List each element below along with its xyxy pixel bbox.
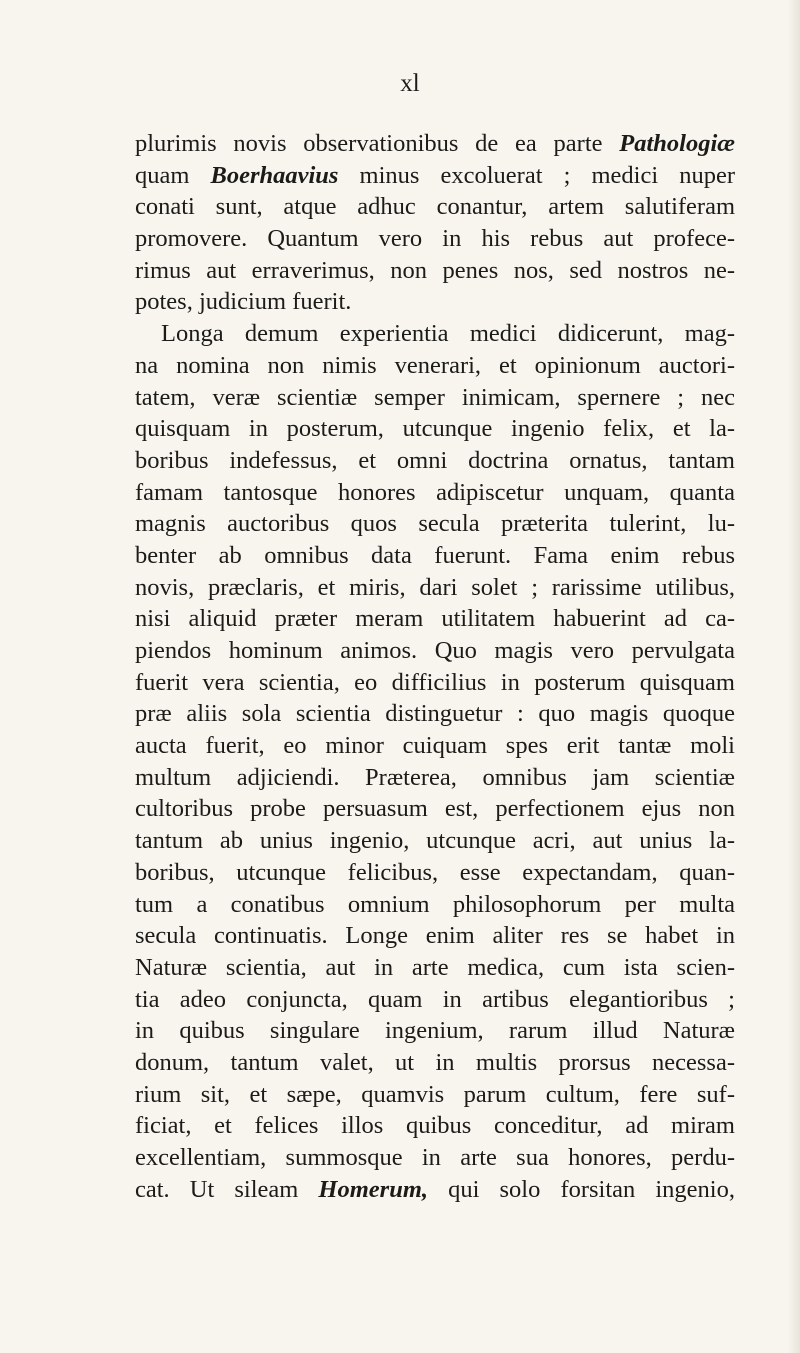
text-segment: na nomina non nimis venerari, et opinionum auctori- <box>135 351 735 379</box>
text-segment: plurimis novis observationibus de ea parte <box>135 130 620 157</box>
text-line <box>135 350 735 382</box>
italic-name: Boerhaavius <box>210 161 339 189</box>
text-line <box>135 1079 735 1111</box>
text-line <box>135 1047 735 1079</box>
text-segment: benter ab omnibus data fuerunt. Fama enim rebus <box>135 541 735 569</box>
text-line <box>135 508 735 540</box>
text-line <box>135 540 735 572</box>
text-line <box>135 413 735 445</box>
text-line <box>135 698 735 730</box>
text-line <box>135 952 735 984</box>
text-segment: rimus aut erraverimus, non penes nos, sed nostros ne- <box>135 256 735 284</box>
text-line <box>135 128 735 160</box>
italic-name: Pathologiæ <box>619 130 735 157</box>
text-segment: conati sunt, atque adhuc conantur, artem salutiferam <box>135 193 735 221</box>
text-line <box>135 984 735 1016</box>
text-segment: qui solo forsitan ingenio, <box>428 1175 735 1203</box>
text-segment: promovere. Quantum vero in his rebus aut profece- <box>135 225 735 253</box>
text-segment: Naturæ scientia, aut in arte medica, cum ista scien- <box>135 953 735 981</box>
text-line <box>135 255 735 287</box>
text-line <box>135 572 735 604</box>
text-segment: cat. Ut sileam <box>135 1175 319 1203</box>
text-line <box>135 889 735 921</box>
text-line <box>135 160 735 192</box>
text-line <box>135 920 735 952</box>
text-segment: multum adjiciendi. Præterea, omnibus jam scientiæ <box>135 763 735 791</box>
text-line <box>135 382 735 414</box>
text-line <box>135 223 735 255</box>
text-segment: boribus, utcunque felicibus, esse expectandam, quan- <box>135 858 735 886</box>
text-line <box>135 857 735 889</box>
text-line <box>135 445 735 477</box>
text-line <box>135 603 735 635</box>
text-line <box>135 286 735 318</box>
text-line <box>135 762 735 794</box>
text-segment: præ aliis sola scientia distinguetur : quo magis quoque <box>135 700 735 728</box>
text-segment: novis, præclaris, et miris, dari solet ; rarissime utilibus, <box>135 573 735 601</box>
text-line <box>135 191 735 223</box>
text-line <box>135 1142 735 1174</box>
text-segment: quisquam in posterum, utcunque ingenio felix, et la- <box>135 415 735 443</box>
text-line <box>135 318 735 350</box>
text-line <box>135 825 735 857</box>
text-segment: tia adeo conjuncta, quam in artibus elegantioribus ; <box>135 985 735 1013</box>
text-segment: excellentiam, summosque in arte sua honores, perdu- <box>135 1144 735 1171</box>
text-line <box>135 1110 735 1142</box>
text-segment: tum a conatibus omnium philosophorum per multa <box>135 890 735 918</box>
text-segment: secula continuatis. Longe enim aliter res se habet in <box>135 922 735 950</box>
text-line <box>135 730 735 762</box>
text-segment: quam <box>135 161 211 189</box>
text-segment: nisi aliquid præter meram utilitatem habuerint ad ca- <box>135 605 735 633</box>
text-segment: potes, judicium fuerit. <box>135 288 352 316</box>
text-segment: magnis auctoribus quos secula præterita tulerint, lu- <box>135 510 735 538</box>
text-line <box>135 1015 735 1047</box>
text-segment: donum, tantum valet, ut in multis prorsus necessa- <box>135 1048 735 1076</box>
text-line <box>135 1174 735 1206</box>
italic-name: Homerum, <box>318 1175 429 1203</box>
text-segment: tatem, veræ scientiæ semper inimicam, spernere ; nec <box>135 383 735 411</box>
text-segment: tantum ab unius ingenio, utcunque acri, aut unius la- <box>135 827 735 855</box>
text-line <box>135 667 735 699</box>
page-number: xl <box>400 70 420 97</box>
text-segment: rium sit, et sæpe, quamvis parum cultum, fere suf- <box>135 1080 735 1108</box>
text-segment: boribus indefessus, et omni doctrina ornatus, tantam <box>135 446 735 474</box>
text-line <box>135 793 735 825</box>
text-segment: aucta fuerit, eo minor cuiquam spes erit tantæ moli <box>135 732 735 760</box>
text-segment: in quibus singulare ingenium, rarum illud Naturæ <box>135 1017 735 1045</box>
text-segment: cultoribus probe persuasum est, perfectionem ejus non <box>135 795 735 823</box>
text-segment: fuerit vera scientia, eo difficilius in posterum quisquam <box>135 668 735 696</box>
text-segment: piendos hominum animos. Quo magis vero pervulgata <box>135 637 735 664</box>
text-segment: minus excoluerat ; medici nuper <box>338 161 735 189</box>
text-segment: ficiat, et felices illos quibus conceditur, ad miram <box>135 1112 735 1140</box>
text-segment: Longa demum experientia medici didicerunt, mag- <box>161 320 735 348</box>
body-text <box>135 128 735 1205</box>
text-segment: famam tantosque honores adipiscetur unquam, quanta <box>135 478 735 506</box>
page-edge-shadow <box>788 0 800 1353</box>
text-line <box>135 477 735 509</box>
text-line <box>135 635 735 667</box>
